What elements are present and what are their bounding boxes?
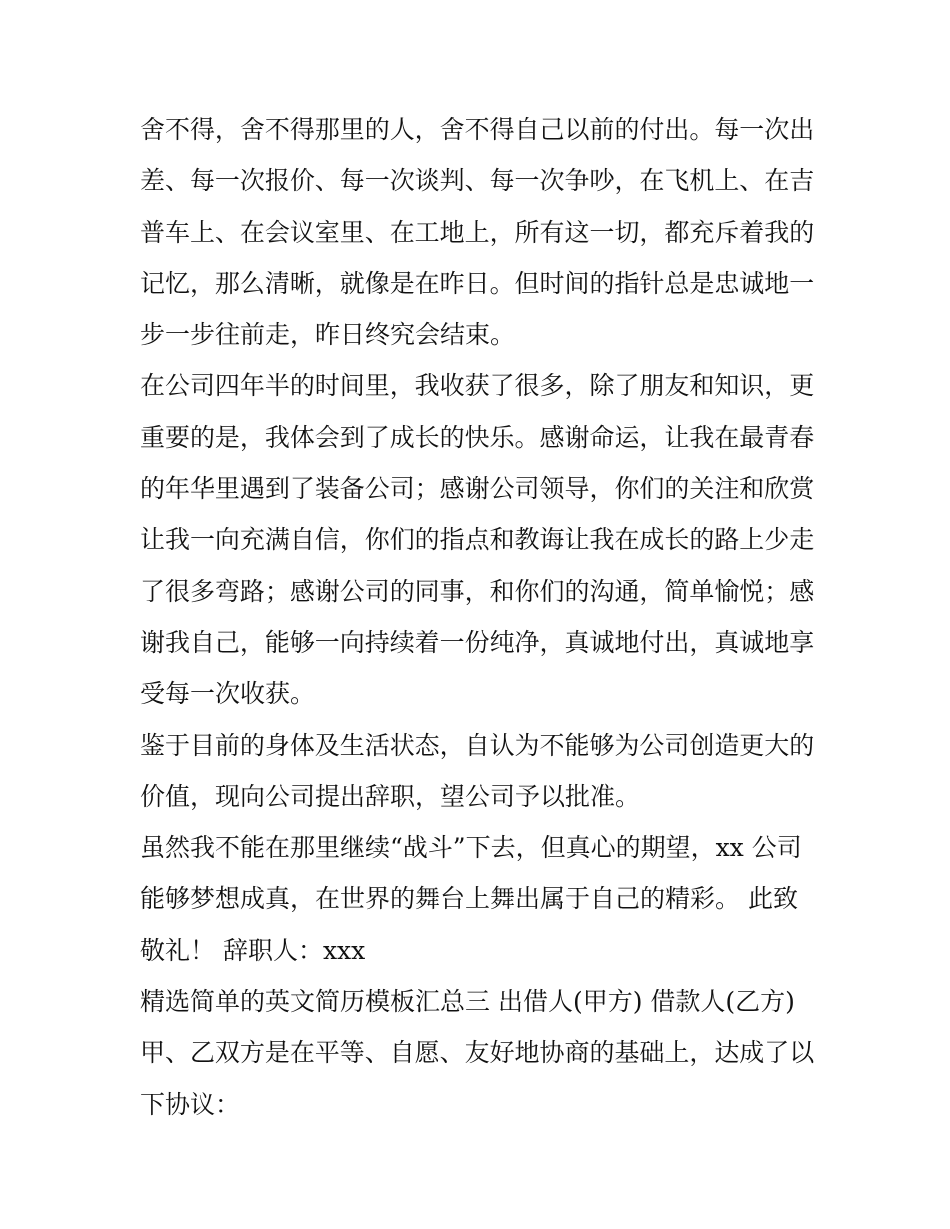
text-line: 的年华里遇到了装备公司；感谢公司领导，你们的关注和欣赏 (140, 474, 814, 504)
text-line: 让我一向充满自信，你们的指点和教诲让我在成长的路上少走 (140, 525, 814, 555)
text-line: 了很多弯路；感谢公司的同事，和你们的沟通，简单愉悦；感 (140, 576, 814, 606)
text-line: 虽然我不能在那里继续“战斗”下去，但真心的期望，xx 公司 (140, 833, 802, 863)
text-line: 谢我自己，能够一向持续着一份纯净，真诚地付出，真诚地享 (140, 627, 814, 657)
text-line: 记忆，那么清晰，就像是在昨日。但时间的指针总是忠诚地一 (140, 268, 814, 298)
text-line: 能够梦想成真，在世界的舞台上舞出属于自己的精彩。 此致 (140, 884, 798, 914)
text-line: 重要的是，我体会到了成长的快乐。感谢命运，让我在最青春 (140, 422, 814, 452)
text-line: 舍不得，舍不得那里的人，舍不得自己以前的付出。每一次出 (140, 115, 814, 144)
text-line: 受每一次收获。 (140, 679, 316, 709)
text-line: 甲、乙双方是在平等、自愿、友好地协商的基础上，达成了以 (140, 1038, 814, 1068)
text-line: 普车上、在会议室里、在工地上，所有这一切，都充斥着我的 (140, 217, 814, 247)
text-line: 在公司四年半的时间里，我收获了很多，除了朋友和知识，更 (140, 371, 814, 401)
text-line: 步一步往前走，昨日终究会结束。 (140, 320, 516, 350)
text-line: 精选简单的英文简历模板汇总三 出借人(甲方) 借款人(乙方) (140, 987, 795, 1017)
text-line: 差、每一次报价、每一次谈判、每一次争吵，在飞机上、在吉 (140, 166, 814, 196)
text-line: 敬礼！ 辞职人：xxx (140, 935, 366, 965)
document-body (140, 104, 814, 1130)
text-line: 下协议： (140, 1089, 241, 1119)
text-line: 鉴于目前的身体及生活状态，自认为不能够为公司创造更大的 (140, 730, 814, 760)
text-line: 价值，现向公司提出辞职，望公司予以批准。 (140, 781, 641, 811)
